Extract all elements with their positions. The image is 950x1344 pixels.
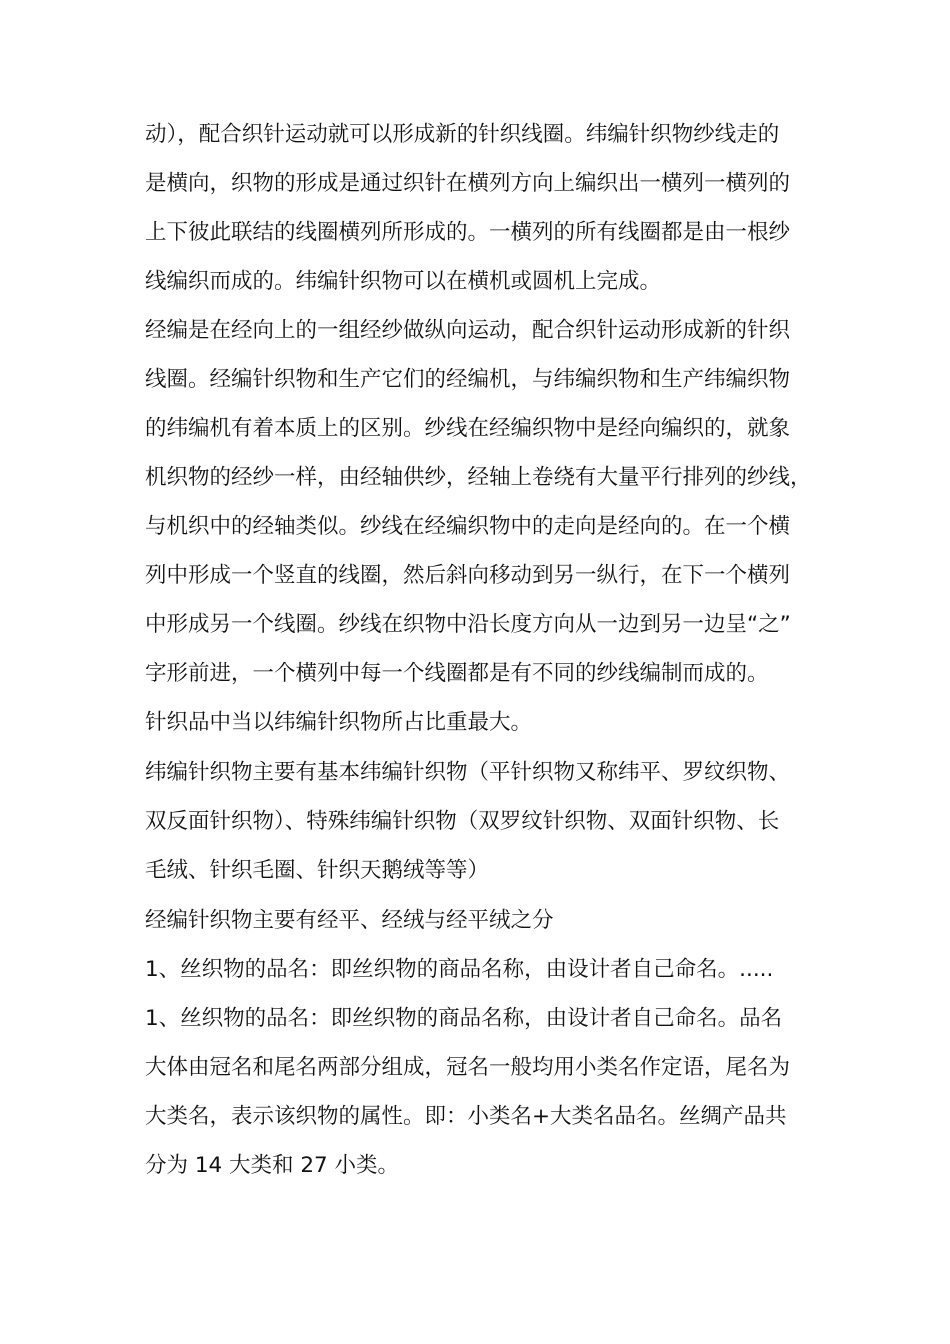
text-line: 中形成另一个线圈。纱线在织物中沿长度方向从一边到另一边呈“之” <box>145 612 791 637</box>
text-line: 针织品中当以纬编针织物所占比重最大。 <box>145 710 533 735</box>
text-line: 大类名，表示该织物的属性。即：小类名+大类名品名。丝绸产品共 <box>145 1104 787 1129</box>
text-line: 经编针织物主要有经平、经绒与经平绒之分 <box>145 908 554 933</box>
text-line: 线圈。经编针织物和生产它们的经编机，与纬编织物和生产纬编织物 <box>145 367 791 392</box>
text-line: 的纬编机有着本质上的区别。纱线在经编织物中是经向编织的，就象 <box>145 416 791 441</box>
text-line: 是横向，织物的形成是通过织针在横列方向上编织出一横列一横列的 <box>145 171 791 196</box>
text-line: 纬编针织物主要有基本纬编针织物（平针织物又称纬平、罗纹织物、 <box>145 760 791 785</box>
text-line: 列中形成一个竖直的线圈，然后斜向移动到另一纵行，在下一个横列 <box>145 563 791 588</box>
text-line: 上下彼此联结的线圈横列所形成的。一横列的所有线圈都是由一根纱 <box>145 220 791 245</box>
text-line: 分为 14 大类和 27 小类。 <box>145 1153 400 1178</box>
text-line: 1、丝织物的品名：即丝织物的商品名称，由设计者自己命名。品名 <box>145 1006 783 1031</box>
text-line: 经编是在经向上的一组经纱做纵向运动，配合织针运动形成新的针织 <box>145 318 791 343</box>
text-line: 1、丝织物的品名：即丝织物的商品名称，由设计者自己命名。..... <box>145 957 774 982</box>
text-line: 毛绒、针织毛圈、针织天鹅绒等等） <box>145 858 490 883</box>
text-line: 机织物的经纱一样，由经轴供纱，经轴上卷绕有大量平行排列的纱线， <box>145 465 812 490</box>
text-line: 与机织中的经轴类似。纱线在经编织物中的走向是经向的。在一个横 <box>145 514 791 539</box>
text-line: 大体由冠名和尾名两部分组成，冠名一般均用小类名作定语，尾名为 <box>145 1055 791 1080</box>
text-line: 双反面针织物）、特殊纬编针织物（双罗纹针织物、双面针织物、长 <box>145 809 780 834</box>
text-line: 动），配合织针运动就可以形成新的针织线圈。纬编针织物纱线走的 <box>145 122 780 147</box>
text-line: 线编织而成的。纬编针织物可以在横机或圆机上完成。 <box>145 269 662 294</box>
text-line: 字形前进，一个横列中每一个线圈都是有不同的纱线编制而成的。 <box>145 661 769 686</box>
